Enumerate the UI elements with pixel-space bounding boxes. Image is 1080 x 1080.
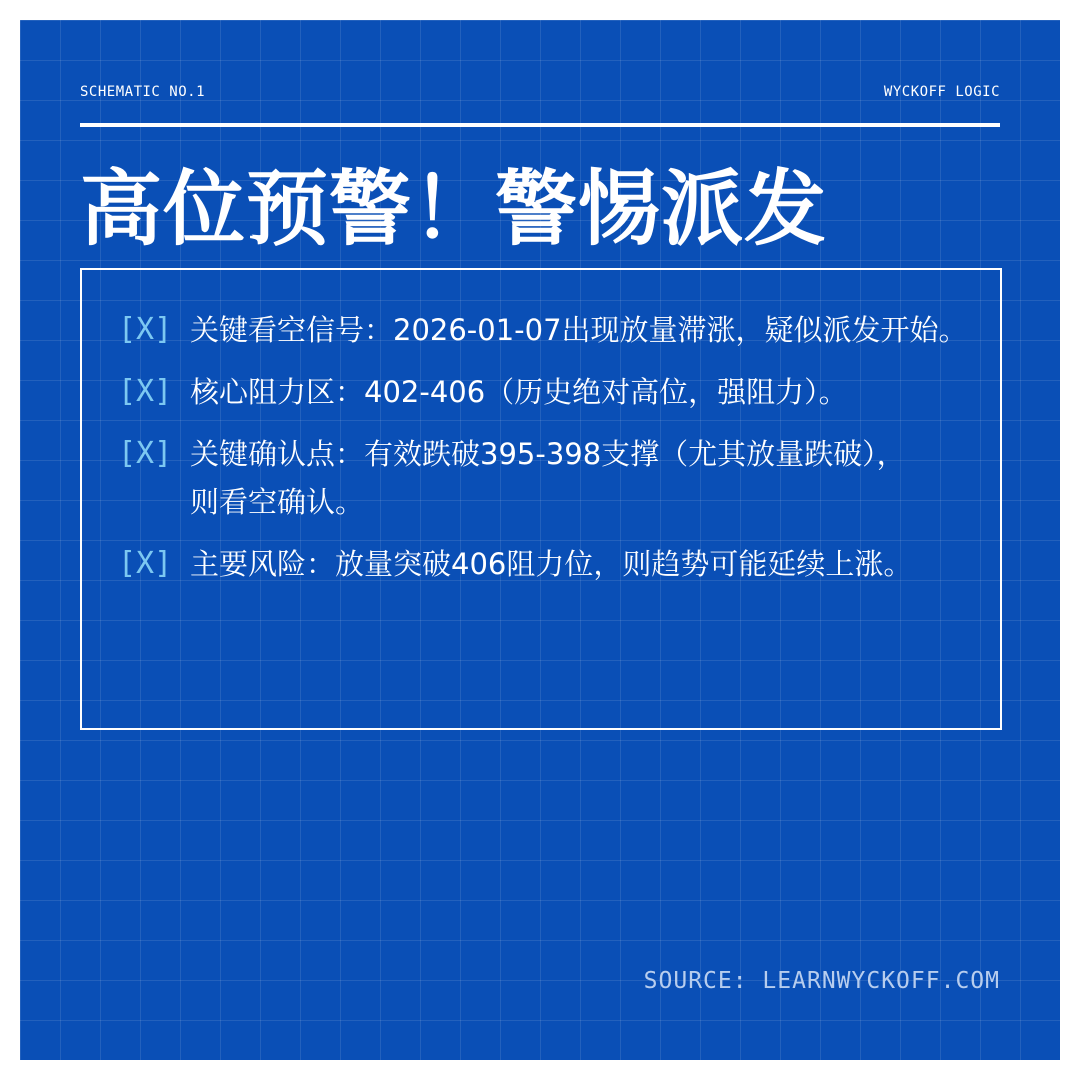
header-divider bbox=[80, 123, 1000, 127]
checklist-item-text: 核心阻力区：402-406（历史绝对高位，强阻力）。 bbox=[190, 375, 848, 409]
checklist-box bbox=[80, 268, 1002, 730]
checklist-item bbox=[118, 306, 970, 354]
checkbox-marker-icon: [X] bbox=[118, 436, 173, 471]
checkbox-marker-icon: [X] bbox=[118, 546, 173, 581]
schematic-label: SCHEMATIC NO.1 bbox=[80, 84, 206, 100]
checklist-item bbox=[118, 430, 970, 526]
checklist-item-text: 关键看空信号：2026-01-07出现放量滞涨，疑似派发开始。 bbox=[190, 313, 968, 347]
page-title: 高位预警！警惕派发 bbox=[80, 162, 828, 257]
checkbox-marker-icon: [X] bbox=[118, 312, 173, 347]
checklist-item-text: 关键确认点：有效跌破395-398支撑（尤其放量跌破），则看空确认。 bbox=[190, 437, 906, 519]
checkbox-marker-icon: [X] bbox=[118, 374, 173, 409]
checklist-item bbox=[118, 540, 970, 588]
checklist-item-text: 主要风险：放量突破406阻力位，则趋势可能延续上涨。 bbox=[190, 547, 913, 581]
schematic-card bbox=[20, 20, 1060, 1060]
logic-label: WYCKOFF LOGIC bbox=[883, 84, 1000, 100]
checklist-item bbox=[118, 368, 970, 416]
checklist bbox=[82, 270, 1000, 588]
source-credit: SOURCE: LEARNWYCKOFF.COM bbox=[643, 968, 1000, 994]
